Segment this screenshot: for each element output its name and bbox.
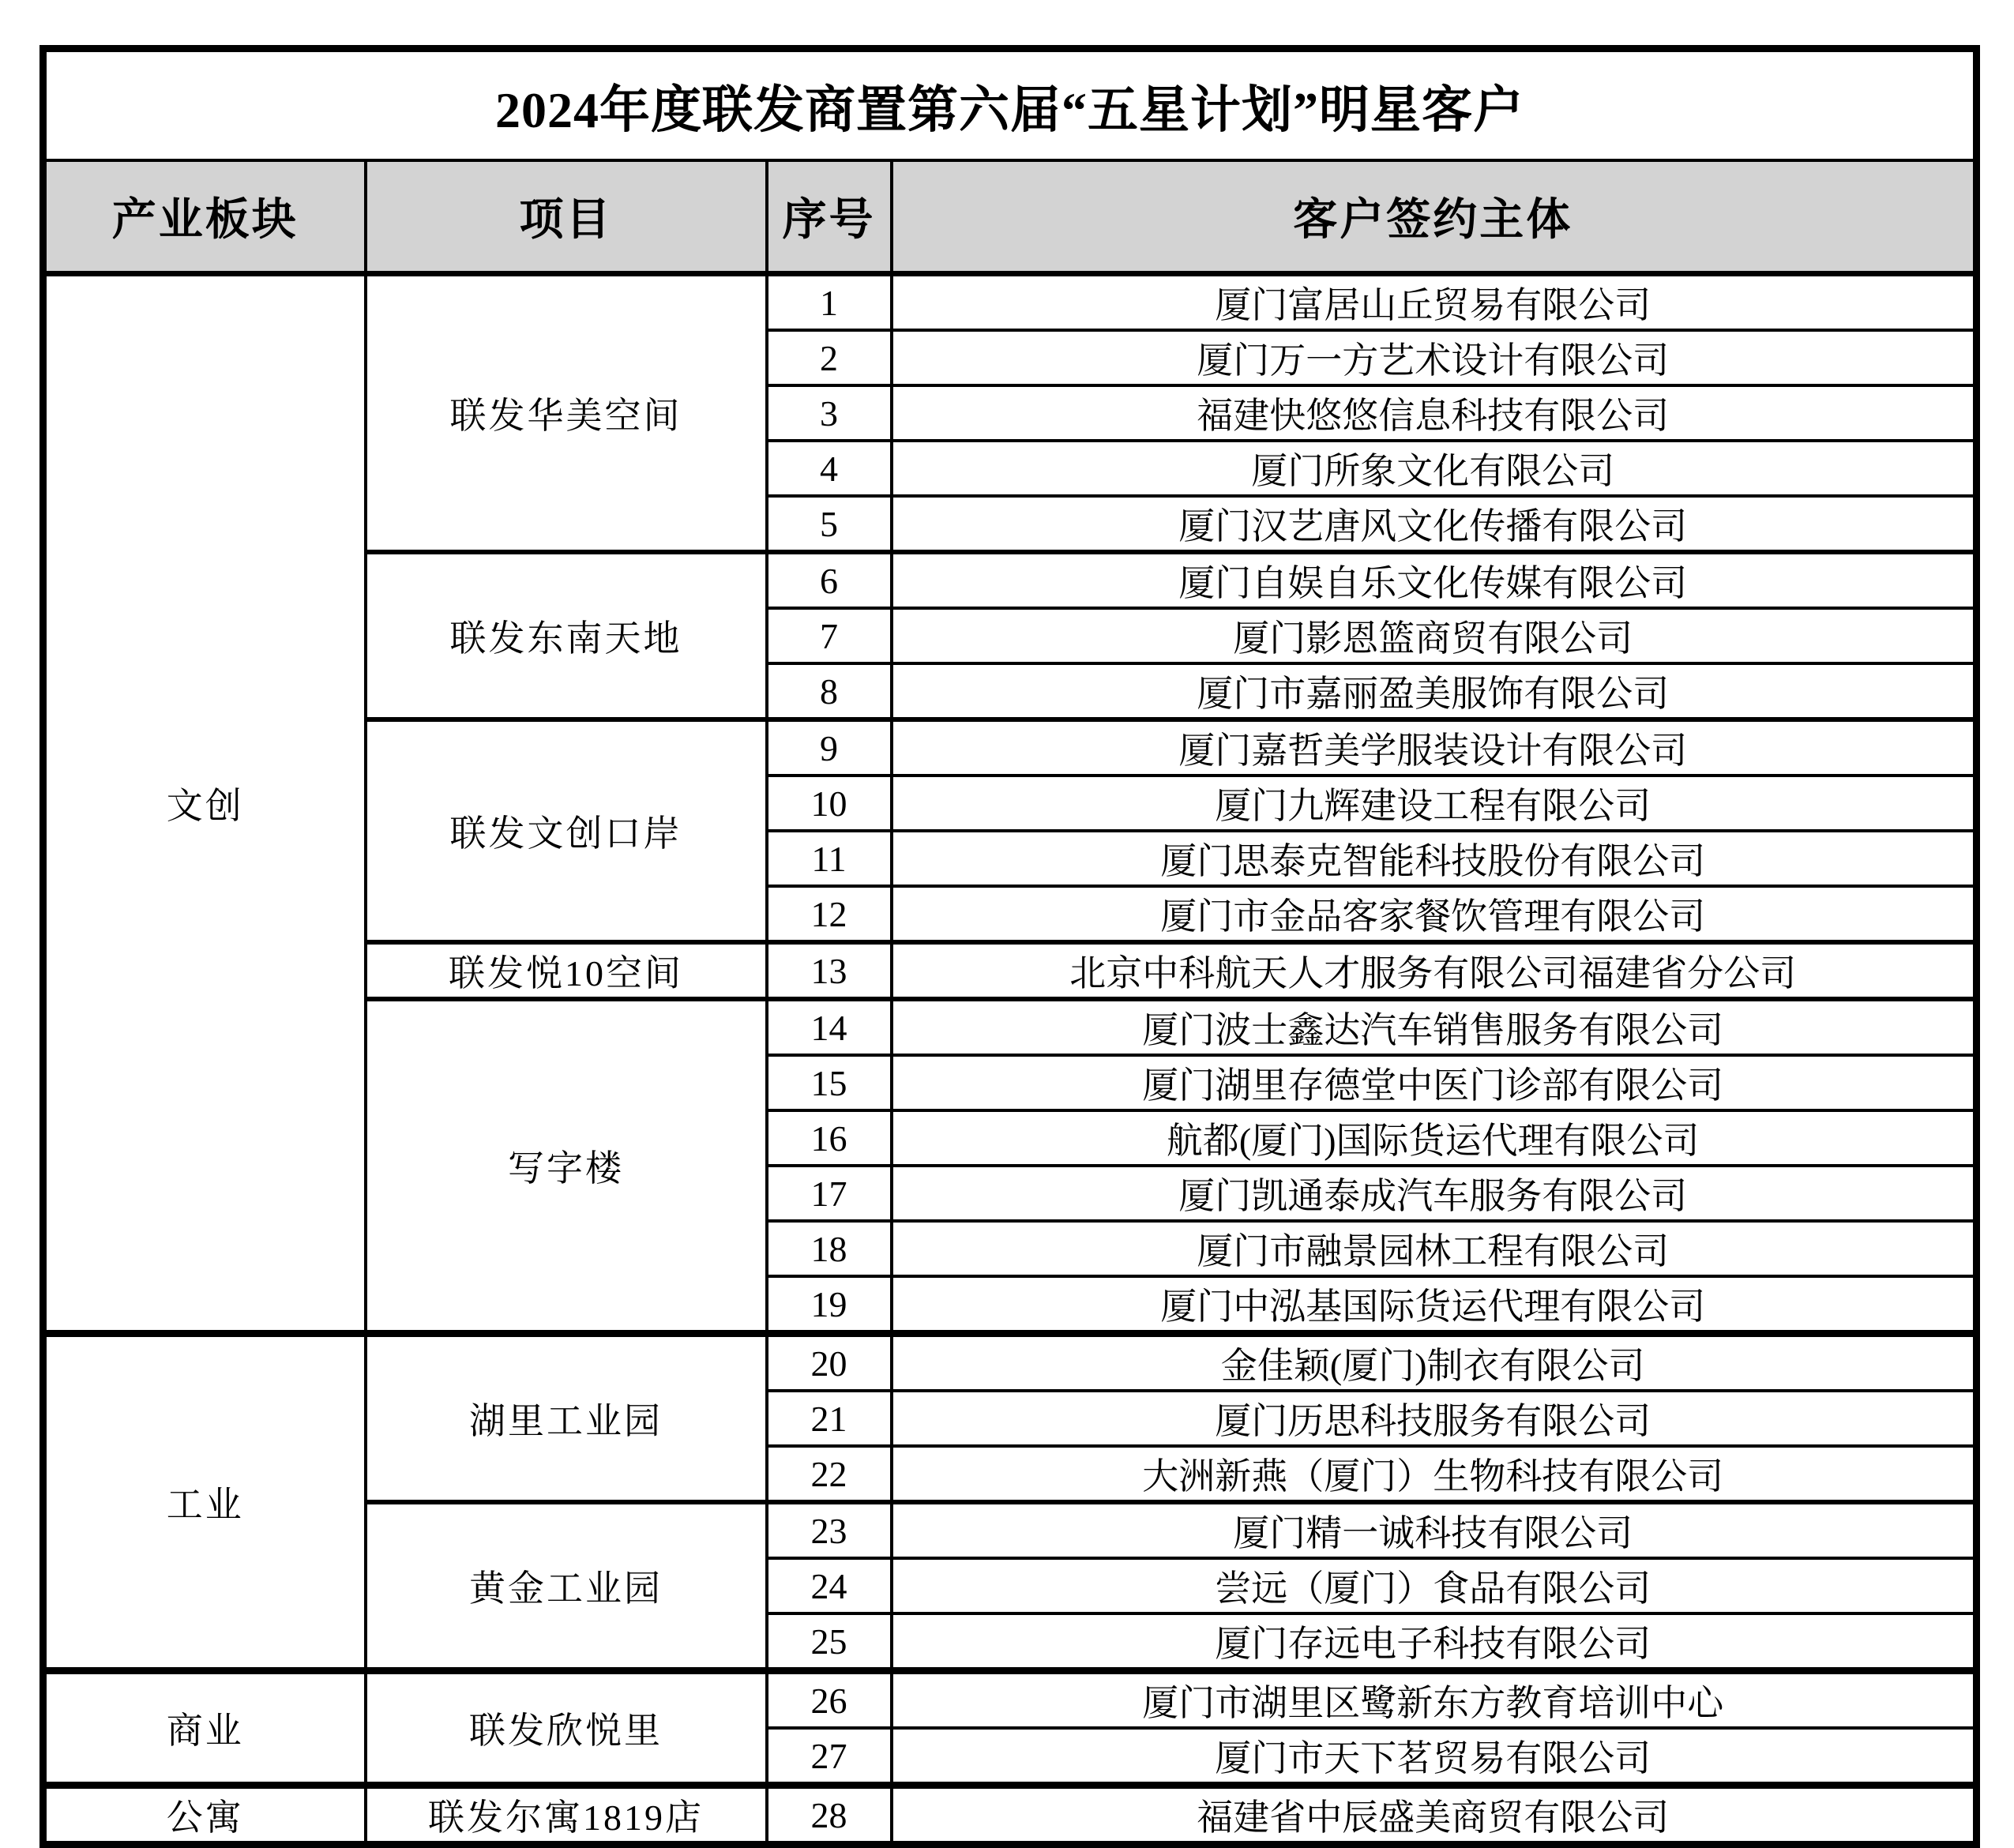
serial-cell: 18 (767, 1221, 892, 1276)
serial-cell: 2 (767, 330, 892, 385)
client-cell: 厦门所象文化有限公司 (892, 441, 1977, 496)
project-cell: 联发华美空间 (366, 274, 767, 553)
serial-cell: 9 (767, 719, 892, 776)
client-cell: 厦门市天下茗贸易有限公司 (892, 1728, 1977, 1786)
project-cell: 湖里工业园 (366, 1334, 767, 1503)
serial-cell: 17 (767, 1166, 892, 1221)
sector-cell: 工业 (43, 1334, 366, 1671)
client-cell: 大洲新燕（厦门）生物科技有限公司 (892, 1446, 1977, 1502)
serial-cell: 15 (767, 1055, 892, 1110)
client-cell: 厦门波士鑫达汽车销售服务有限公司 (892, 999, 1977, 1055)
serial-cell: 22 (767, 1446, 892, 1502)
serial-cell: 6 (767, 552, 892, 608)
serial-cell: 23 (767, 1502, 892, 1558)
serial-cell: 5 (767, 496, 892, 552)
table-row (43, 1786, 1977, 1845)
client-cell: 厦门思泰克智能科技股份有限公司 (892, 831, 1977, 886)
serial-cell: 26 (767, 1671, 892, 1729)
column-header-client: 客户签约主体 (892, 160, 1977, 274)
client-cell: 厦门市金品客家餐饮管理有限公司 (892, 886, 1977, 942)
star-clients-table (39, 45, 1980, 1848)
serial-cell: 16 (767, 1110, 892, 1166)
project-cell: 联发尔寓1819店 (366, 1786, 767, 1845)
project-cell: 联发文创口岸 (366, 719, 767, 942)
sector-cell: 文创 (43, 274, 366, 1334)
serial-cell: 10 (767, 776, 892, 831)
project-cell: 黄金工业园 (366, 1502, 767, 1671)
client-cell: 厦门汉艺唐风文化传播有限公司 (892, 496, 1977, 552)
client-cell: 厦门嘉哲美学服装设计有限公司 (892, 719, 1977, 776)
client-cell: 厦门湖里存德堂中医门诊部有限公司 (892, 1055, 1977, 1110)
sector-cell: 公寓 (43, 1786, 366, 1845)
serial-cell: 3 (767, 385, 892, 441)
serial-cell: 7 (767, 608, 892, 663)
serial-cell: 25 (767, 1613, 892, 1671)
client-cell: 厦门存远电子科技有限公司 (892, 1613, 1977, 1671)
column-header-sector: 产业板块 (43, 160, 366, 274)
project-cell: 联发悦10空间 (366, 942, 767, 999)
project-cell: 联发东南天地 (366, 552, 767, 719)
sector-cell: 商业 (43, 1671, 366, 1786)
serial-cell: 13 (767, 942, 892, 999)
client-cell: 厦门影恩篮商贸有限公司 (892, 608, 1977, 663)
client-cell: 厦门凯通泰成汽车服务有限公司 (892, 1166, 1977, 1221)
serial-cell: 8 (767, 663, 892, 719)
client-cell: 福建快悠悠信息科技有限公司 (892, 385, 1977, 441)
header-row (43, 160, 1977, 274)
client-cell: 厦门九辉建设工程有限公司 (892, 776, 1977, 831)
client-cell: 福建省中辰盛美商贸有限公司 (892, 1786, 1977, 1845)
serial-cell: 12 (767, 886, 892, 942)
serial-cell: 4 (767, 441, 892, 496)
client-cell: 厦门精一诚科技有限公司 (892, 1502, 1977, 1558)
client-cell: 厦门万一方艺术设计有限公司 (892, 330, 1977, 385)
client-cell: 厦门自娱自乐文化传媒有限公司 (892, 552, 1977, 608)
serial-cell: 1 (767, 274, 892, 331)
serial-cell: 21 (767, 1391, 892, 1446)
client-cell: 厦门市嘉丽盈美服饰有限公司 (892, 663, 1977, 719)
client-cell: 金佳颖(厦门)制衣有限公司 (892, 1334, 1977, 1392)
client-cell: 厦门历思科技服务有限公司 (892, 1391, 1977, 1446)
serial-cell: 27 (767, 1728, 892, 1786)
serial-cell: 24 (767, 1558, 892, 1613)
serial-cell: 14 (767, 999, 892, 1055)
serial-cell: 28 (767, 1786, 892, 1845)
project-cell: 联发欣悦里 (366, 1671, 767, 1786)
serial-cell: 20 (767, 1334, 892, 1392)
serial-cell: 19 (767, 1276, 892, 1334)
table-row (43, 1671, 1977, 1729)
client-cell: 厦门市融景园林工程有限公司 (892, 1221, 1977, 1276)
column-header-project: 项目 (366, 160, 767, 274)
table-row (43, 1334, 1977, 1392)
serial-cell: 11 (767, 831, 892, 886)
table-row (43, 274, 1977, 331)
client-cell: 尝远（厦门）食品有限公司 (892, 1558, 1977, 1613)
table-title: 2024年度联发商置第六届“五星计划”明星客户 (43, 49, 1977, 161)
column-header-serial: 序号 (767, 160, 892, 274)
client-cell: 厦门中泓基国际货运代理有限公司 (892, 1276, 1977, 1334)
title-row (43, 49, 1977, 161)
client-cell: 航都(厦门)国际货运代理有限公司 (892, 1110, 1977, 1166)
project-cell: 写字楼 (366, 999, 767, 1334)
client-cell: 厦门市湖里区鹭新东方教育培训中心 (892, 1671, 1977, 1729)
client-cell: 厦门富居山丘贸易有限公司 (892, 274, 1977, 331)
client-cell: 北京中科航天人才服务有限公司福建省分公司 (892, 942, 1977, 999)
